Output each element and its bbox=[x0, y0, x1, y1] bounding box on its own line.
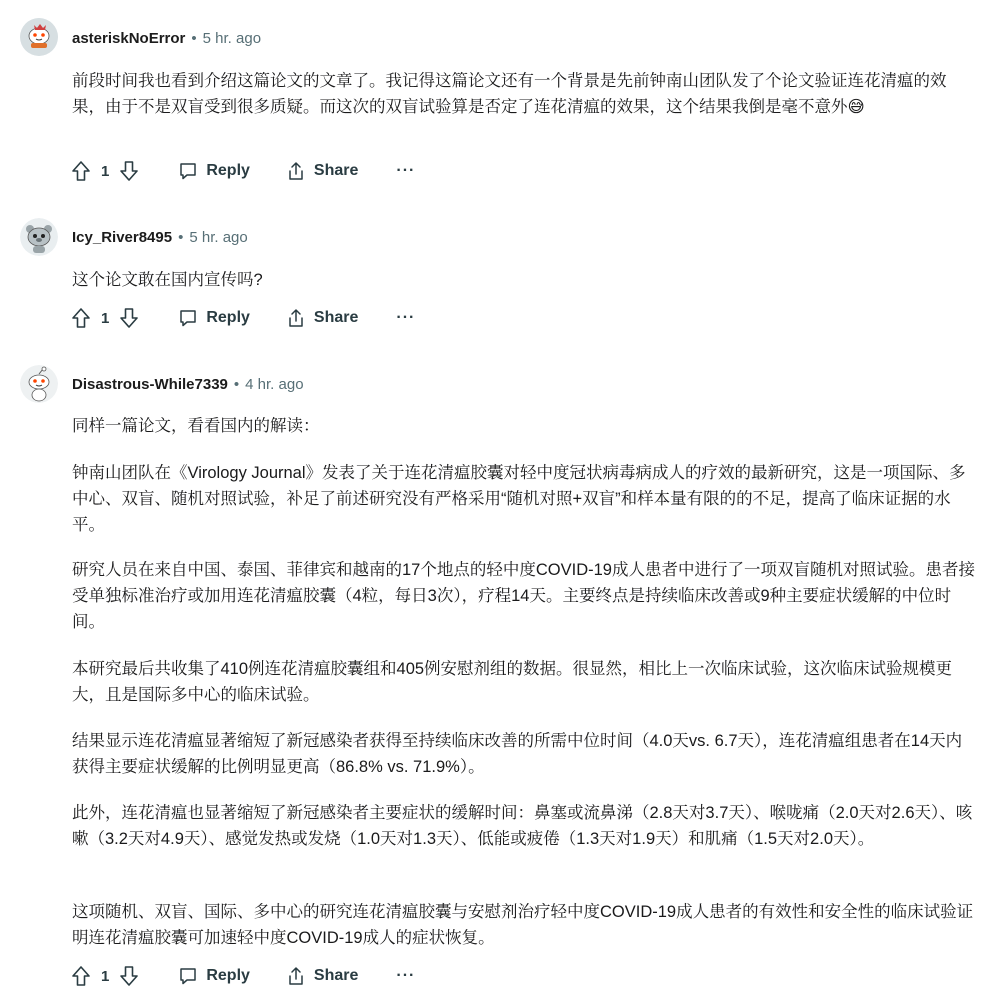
share-label: Share bbox=[313, 309, 359, 326]
user-avatar[interactable] bbox=[20, 18, 58, 56]
reply-label: Reply bbox=[206, 162, 250, 179]
share-button[interactable] bbox=[286, 966, 358, 986]
vote-count: 1 bbox=[101, 967, 110, 985]
meta-separator: • bbox=[178, 229, 184, 246]
reply-button[interactable] bbox=[178, 966, 250, 986]
comment-meta bbox=[72, 228, 248, 248]
vote-count: 1 bbox=[101, 309, 110, 327]
snoo-red-scarf-icon bbox=[20, 18, 58, 56]
comment-actions bbox=[70, 158, 415, 184]
more-options-button[interactable] bbox=[396, 967, 415, 985]
share-icon bbox=[286, 966, 306, 986]
more-icon: ··· bbox=[396, 967, 416, 984]
comment-actions bbox=[70, 305, 415, 331]
reply-label: Reply bbox=[206, 967, 250, 984]
reply-icon bbox=[178, 308, 198, 328]
share-icon bbox=[286, 308, 306, 328]
share-button[interactable] bbox=[286, 308, 358, 328]
comment-meta bbox=[72, 375, 304, 395]
reply-label: Reply bbox=[206, 309, 250, 326]
comment-paragraph: 前段时间我也看到介绍这篇论文的文章了。我记得这篇论文还有一个背景是先前钟南山团队发了个论文验证连花清瘟的效果，由于不是双盲受到很多质疑。而这次的双盲试验算是否定了连花清瘟的效果，这个结果我倒是毫不意外😅 bbox=[72, 72, 947, 116]
share-button[interactable] bbox=[286, 161, 358, 181]
more-options-button[interactable] bbox=[396, 162, 415, 180]
timestamp[interactable]: 5 hr. ago bbox=[189, 229, 248, 246]
meta-separator: • bbox=[191, 30, 197, 47]
snoo-gray-bear-icon bbox=[20, 218, 58, 256]
more-icon: ··· bbox=[396, 162, 416, 179]
snoo-default-icon bbox=[20, 365, 58, 403]
more-options-button[interactable] bbox=[396, 309, 415, 327]
comment-actions bbox=[70, 963, 415, 989]
comment-paragraph: 此外，连花清瘟也显著缩短了新冠感染者主要症状的缓解时间：鼻塞或流鼻涕（2.8天对3.7天）、喉咙痛（2.0天对2.6天）、咳嗽（3.2天对4.9天）、感觉发热或发烧（1.0天对1.3天）、低能或疲倦（1.3天对1.9天）和肌痛（1.5天对2.0天）。 bbox=[72, 804, 973, 848]
comment-paragraph: 钟南山团队在《Virology Journal》发表了关于连花清瘟胶囊对轻中度冠状病毒病成人的疗效的最新研究，这是一项国际、多中心、双盲、随机对照试验，补足了前述研究没有严格采用“随机对照+双盲”和样本量有限的的不足，提高了临床证据的水平。 bbox=[72, 464, 966, 534]
timestamp[interactable]: 4 hr. ago bbox=[245, 376, 304, 393]
share-icon bbox=[286, 161, 306, 181]
reply-icon bbox=[178, 966, 198, 986]
author-name[interactable]: asteriskNoError bbox=[72, 30, 186, 47]
author-name[interactable]: Icy_River8495 bbox=[72, 229, 173, 246]
downvote-icon[interactable] bbox=[118, 307, 140, 329]
downvote-icon[interactable] bbox=[118, 965, 140, 987]
timestamp[interactable]: 5 hr. ago bbox=[202, 30, 262, 47]
vote-count: 1 bbox=[101, 162, 110, 180]
comment-paragraph: 结果显示连花清瘟显著缩短了新冠感染者获得至持续临床改善的所需中位时间（4.0天vs. 6.7天），连花清瘟组患者在14天内获得主要症状缓解的比例明显更高（86.8% vs. 71.9%）。 bbox=[72, 732, 963, 776]
reply-button[interactable] bbox=[178, 308, 250, 328]
upvote-icon[interactable] bbox=[70, 307, 92, 329]
comment-meta bbox=[72, 29, 261, 49]
share-label: Share bbox=[313, 967, 359, 984]
upvote-icon[interactable] bbox=[70, 160, 92, 182]
user-avatar[interactable] bbox=[20, 365, 58, 403]
comment-paragraph: 本研究最后共收集了410例连花清瘟胶囊组和405例安慰剂组的数据。很显然，相比上一次临床试验，这次临床试验规模更大，且是国际多中心的临床试验。 bbox=[72, 660, 953, 704]
comment-paragraph: 这项随机、双盲、国际、多中心的研究连花清瘟胶囊与安慰剂治疗轻中度COVID-19成人患者的有效性和安全性的临床试验证明连花清瘟胶囊可加速轻中度COVID-19成人的症状恢复。 bbox=[72, 903, 974, 947]
meta-separator: • bbox=[233, 376, 240, 393]
comment-paragraph: 这个论文敢在国内宣传吗? bbox=[72, 271, 263, 289]
downvote-icon[interactable] bbox=[118, 160, 140, 182]
more-icon: ··· bbox=[396, 309, 416, 326]
reply-button[interactable] bbox=[178, 161, 250, 181]
upvote-icon[interactable] bbox=[70, 965, 92, 987]
author-name[interactable]: Disastrous-While7339 bbox=[72, 376, 228, 393]
reply-icon bbox=[178, 161, 198, 181]
share-label: Share bbox=[313, 162, 359, 179]
comment-paragraph: 研究人员在来自中国、泰国、菲律宾和越南的17个地点的轻中度COVID-19成人患者中进行了一项双盲随机对照试验。患者接受单独标准治疗或加用连花清瘟胶囊（4粒，每日3次），疗程14天。主要终点是持续临床改善或9种主要症状缓解的中位时间。 bbox=[72, 561, 975, 631]
comment-paragraph: 同样一篇论文，看看国内的解读： bbox=[72, 417, 320, 435]
user-avatar[interactable] bbox=[20, 218, 58, 256]
